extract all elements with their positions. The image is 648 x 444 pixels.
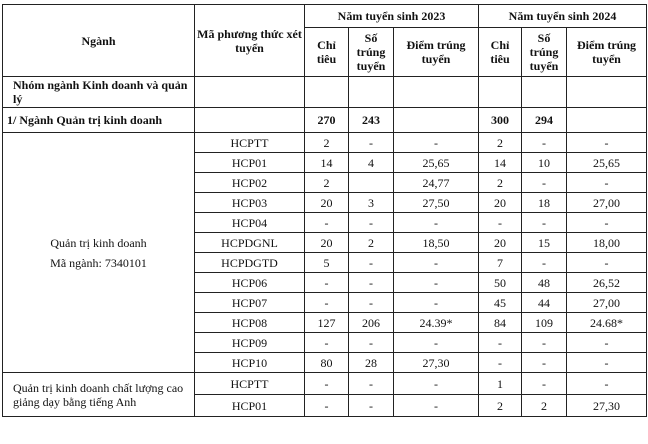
diem-trung-tuyen-2024: 27,30 xyxy=(567,395,647,417)
so-trung-tuyen-2024: 2 xyxy=(522,395,567,417)
method-code: HCP07 xyxy=(195,293,305,313)
table-cell xyxy=(522,77,567,108)
diem-trung-tuyen-2023: - xyxy=(394,213,479,233)
chi-tieu-2023: 2 xyxy=(305,173,349,193)
diem-trung-tuyen-2023: 18,50 xyxy=(394,233,479,253)
chi-tieu-2024: 2 xyxy=(479,395,522,417)
header-ma-phuong-thuc: Mã phương thức xét tuyển xyxy=(195,5,305,77)
so-trung-tuyen-2024: 10 xyxy=(522,153,567,173)
table-cell xyxy=(567,77,647,108)
chi-tieu-2023: 20 xyxy=(305,233,349,253)
header-row-years xyxy=(3,5,647,28)
method-code: HCP09 xyxy=(195,333,305,353)
chi-tieu-2023: - xyxy=(305,395,349,417)
so-trung-tuyen-2023: - xyxy=(349,293,394,313)
diem-trung-tuyen-2023: 24,77 xyxy=(394,173,479,193)
method-code: HCPDGTD xyxy=(195,253,305,273)
diem-trung-tuyen-2023: - xyxy=(394,373,479,395)
so-trung-tuyen-2024: - xyxy=(522,333,567,353)
chi-tieu-2024: - xyxy=(479,353,522,373)
diem-trung-tuyen-2024: - xyxy=(567,213,647,233)
diem-trung-tuyen-2024: - xyxy=(567,133,647,153)
table-cell xyxy=(567,108,647,133)
chi-tieu-2024: 50 xyxy=(479,273,522,293)
program2-name: Quản trị kinh doanh chất lượng cao giảng dạy bằng tiếng Anh xyxy=(3,373,195,417)
table-cell xyxy=(195,108,305,133)
so-trung-tuyen-2024: 18 xyxy=(522,193,567,213)
method-code: HCP10 xyxy=(195,353,305,373)
diem-trung-tuyen-2024: 24.68* xyxy=(567,313,647,333)
program-code: Mã ngành: 7340101 xyxy=(50,255,147,270)
diem-trung-tuyen-2023: 27,50 xyxy=(394,193,479,213)
program-name: Quản trị kinh doanh xyxy=(50,235,147,250)
group-row xyxy=(3,77,647,108)
chi-tieu-2023: - xyxy=(305,333,349,353)
so-trung-tuyen-2024: - xyxy=(522,253,567,273)
method-code: HCPTT xyxy=(195,373,305,395)
table-cell xyxy=(195,77,305,108)
diem-trung-tuyen-2023: - xyxy=(394,133,479,153)
diem-trung-tuyen-2024: 27,00 xyxy=(567,193,647,213)
so-trung-tuyen-2023: 4 xyxy=(349,153,394,173)
chi-tieu-2024: 7 xyxy=(479,253,522,273)
header-year-2024: Năm tuyển sinh 2024 xyxy=(479,5,647,28)
so-trung-tuyen-2024: - xyxy=(522,353,567,373)
diem-trung-tuyen-2023: 25,65 xyxy=(394,153,479,173)
method-code: HCP02 xyxy=(195,173,305,193)
header-chi-tieu-2024: Chỉ tiêu xyxy=(479,28,522,77)
diem-trung-tuyen-2024: 18,00 xyxy=(567,233,647,253)
header-chi-tieu-2023: Chỉ tiêu xyxy=(305,28,349,77)
diem-trung-tuyen-2024: - xyxy=(567,333,647,353)
diem-trung-tuyen-2023: 27,30 xyxy=(394,353,479,373)
header-diem-trung-tuyen-2024: Điểm trúng tuyển xyxy=(567,28,647,77)
method-code: HCPTT xyxy=(195,133,305,153)
diem-trung-tuyen-2023: - xyxy=(394,395,479,417)
table-cell xyxy=(305,77,349,108)
major-chi-tieu-2024: 300 xyxy=(479,108,522,133)
chi-tieu-2023: - xyxy=(305,273,349,293)
program-cell xyxy=(3,133,195,373)
group-label: Nhóm ngành Kinh doanh và quản lý xyxy=(3,77,195,108)
chi-tieu-2024: 2 xyxy=(479,173,522,193)
admission-table-document xyxy=(2,4,646,444)
chi-tieu-2024: 45 xyxy=(479,293,522,313)
so-trung-tuyen-2023 xyxy=(349,173,394,193)
admission-table xyxy=(2,4,647,417)
so-trung-tuyen-2024: - xyxy=(522,173,567,193)
header-so-trung-tuyen-2024: Số trúng tuyển xyxy=(522,28,567,77)
method-code: HCP03 xyxy=(195,193,305,213)
method-code: HCP01 xyxy=(195,153,305,173)
so-trung-tuyen-2023: 206 xyxy=(349,313,394,333)
header-diem-trung-tuyen-2023: Điểm trúng tuyển xyxy=(394,28,479,77)
chi-tieu-2024: 14 xyxy=(479,153,522,173)
diem-trung-tuyen-2024: 26,52 xyxy=(567,273,647,293)
method-code: HCPDGNL xyxy=(195,233,305,253)
so-trung-tuyen-2023: - xyxy=(349,273,394,293)
chi-tieu-2023: 80 xyxy=(305,353,349,373)
chi-tieu-2023: - xyxy=(305,373,349,395)
major-row xyxy=(3,108,647,133)
so-trung-tuyen-2023: - xyxy=(349,333,394,353)
method-code: HCP06 xyxy=(195,273,305,293)
chi-tieu-2024: - xyxy=(479,333,522,353)
method-code: HCP01 xyxy=(195,395,305,417)
so-trung-tuyen-2024: - xyxy=(522,213,567,233)
so-trung-tuyen-2023: 28 xyxy=(349,353,394,373)
diem-trung-tuyen-2023: - xyxy=(394,333,479,353)
so-trung-tuyen-2024: 15 xyxy=(522,233,567,253)
diem-trung-tuyen-2024: - xyxy=(567,173,647,193)
method-code: HCP08 xyxy=(195,313,305,333)
diem-trung-tuyen-2023: 24.39* xyxy=(394,313,479,333)
major-label: 1/ Ngành Quản trị kinh doanh xyxy=(3,108,195,133)
so-trung-tuyen-2023: 3 xyxy=(349,193,394,213)
so-trung-tuyen-2024: 48 xyxy=(522,273,567,293)
chi-tieu-2024: 1 xyxy=(479,373,522,395)
so-trung-tuyen-2023: - xyxy=(349,253,394,273)
so-trung-tuyen-2023: - xyxy=(349,395,394,417)
chi-tieu-2023: 2 xyxy=(305,133,349,153)
chi-tieu-2023: 5 xyxy=(305,253,349,273)
chi-tieu-2023: - xyxy=(305,293,349,313)
major-so-trung-tuyen-2023: 243 xyxy=(349,108,394,133)
table-cell xyxy=(394,108,479,133)
table-row xyxy=(3,373,647,395)
diem-trung-tuyen-2024: - xyxy=(567,353,647,373)
table-row xyxy=(3,133,647,153)
chi-tieu-2024: 20 xyxy=(479,193,522,213)
chi-tieu-2024: 20 xyxy=(479,233,522,253)
diem-trung-tuyen-2024: - xyxy=(567,373,647,395)
diem-trung-tuyen-2024: - xyxy=(567,253,647,273)
table-cell xyxy=(394,77,479,108)
so-trung-tuyen-2023: 2 xyxy=(349,233,394,253)
diem-trung-tuyen-2024: 25,65 xyxy=(567,153,647,173)
so-trung-tuyen-2024: - xyxy=(522,133,567,153)
chi-tieu-2023: 127 xyxy=(305,313,349,333)
so-trung-tuyen-2023: - xyxy=(349,373,394,395)
major-chi-tieu-2023: 270 xyxy=(305,108,349,133)
header-nganh: Ngành xyxy=(3,5,195,77)
method-code: HCP04 xyxy=(195,213,305,233)
so-trung-tuyen-2023: - xyxy=(349,213,394,233)
chi-tieu-2024: - xyxy=(479,213,522,233)
chi-tieu-2024: 2 xyxy=(479,133,522,153)
chi-tieu-2024: 84 xyxy=(479,313,522,333)
so-trung-tuyen-2023: - xyxy=(349,133,394,153)
diem-trung-tuyen-2023: - xyxy=(394,253,479,273)
major-so-trung-tuyen-2024: 294 xyxy=(522,108,567,133)
diem-trung-tuyen-2023: - xyxy=(394,293,479,313)
header-year-2023: Năm tuyển sinh 2023 xyxy=(305,5,479,28)
chi-tieu-2023: 20 xyxy=(305,193,349,213)
so-trung-tuyen-2024: 109 xyxy=(522,313,567,333)
table-cell xyxy=(479,77,522,108)
diem-trung-tuyen-2024: 27,00 xyxy=(567,293,647,313)
so-trung-tuyen-2024: - xyxy=(522,373,567,395)
table-cell xyxy=(349,77,394,108)
header-so-trung-tuyen-2023: Số trúng tuyển xyxy=(349,28,394,77)
chi-tieu-2023: 14 xyxy=(305,153,349,173)
diem-trung-tuyen-2023: - xyxy=(394,273,479,293)
so-trung-tuyen-2024: 44 xyxy=(522,293,567,313)
chi-tieu-2023: - xyxy=(305,213,349,233)
